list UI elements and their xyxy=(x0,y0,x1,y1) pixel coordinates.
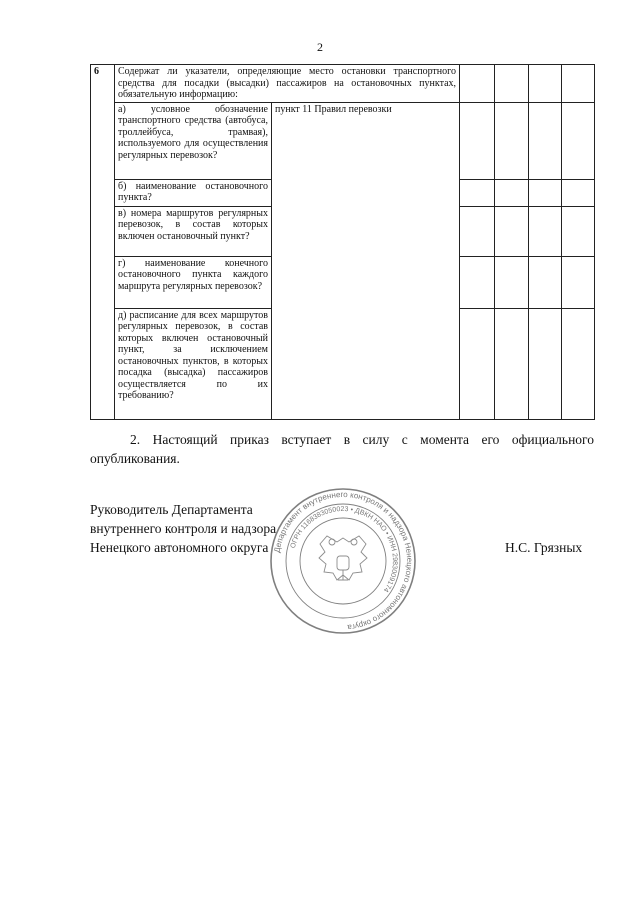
signatory-name: Н.С. Грязных xyxy=(505,540,583,555)
seal-outer-text: Департамент внутреннего контроля и надзора Ненецкого автономного округа xyxy=(272,489,415,632)
answer-cell xyxy=(495,308,529,419)
answer-cell xyxy=(460,256,495,308)
answer-cell xyxy=(562,179,595,206)
table-row xyxy=(91,102,595,179)
checklist-table xyxy=(90,64,595,420)
question-b: б) наименование остановочного пункта? xyxy=(115,179,272,206)
signatory-title-line3: Ненецкого автономного округа xyxy=(90,540,269,555)
answer-cell xyxy=(562,308,595,419)
answer-cell xyxy=(562,65,595,103)
answer-cell xyxy=(495,206,529,256)
answer-cell xyxy=(460,308,495,419)
signatory-title-line2: внутреннего контроля и надзора xyxy=(90,521,277,536)
question-d: г) наименование конечного остановочного пункта каждого маршрута регулярных перевозок? xyxy=(115,256,272,308)
table-header-row xyxy=(91,65,595,103)
answer-cell xyxy=(529,179,562,206)
answer-cell xyxy=(529,256,562,308)
signature-block xyxy=(90,500,276,557)
question-c: в) номера маршрутов регулярных перевозок, в состав которых включен остановочный пункт? xyxy=(115,206,272,256)
coat-of-arms-emblem xyxy=(319,536,367,580)
answer-cell xyxy=(529,206,562,256)
answer-cell xyxy=(460,102,495,179)
answer-cell xyxy=(529,308,562,419)
question-a: а) условное обозначение транспортного средства (автобуса, троллейбуса, трамвая), используемого для осуществления регулярных перевозок? xyxy=(115,102,272,179)
answer-cell xyxy=(562,102,595,179)
question-e: д) расписание для всех маршрутов регулярных перевозок, в состав которых включен остановочный пункт, за исключением остановочных пунктов, в которых посадка (высадка) пассажиров осуществляется по их требованию? xyxy=(115,308,272,419)
answer-cell xyxy=(460,65,495,103)
legal-reference: пункт 11 Правил перевозки xyxy=(272,102,460,419)
signatory-title-line1: Руководитель Департамента xyxy=(90,502,253,517)
answer-cell xyxy=(495,65,529,103)
answer-cell xyxy=(529,102,562,179)
answer-cell xyxy=(460,206,495,256)
answer-cell xyxy=(460,179,495,206)
answer-cell xyxy=(529,65,562,103)
answer-cell xyxy=(495,102,529,179)
answer-cell xyxy=(495,256,529,308)
requirement-header: Содержат ли указатели, определяющие место остановки транспортного средства для посадки (высадки) пассажиров на остановочных пунктах, обязательную информацию: xyxy=(115,65,460,103)
order-paragraph: 2. Настоящий приказ вступает в силу с момента его официального опубликования. xyxy=(90,432,594,466)
answer-cell xyxy=(562,256,595,308)
page-number: 2 xyxy=(317,40,323,54)
row-number: 6 xyxy=(91,65,115,420)
answer-cell xyxy=(562,206,595,256)
official-seal-stamp xyxy=(268,486,418,636)
seal-inner-text: ОГРН 1168383050023 • ДВКН НАО • ИНН 2983009174 xyxy=(289,505,399,594)
answer-cell xyxy=(495,179,529,206)
